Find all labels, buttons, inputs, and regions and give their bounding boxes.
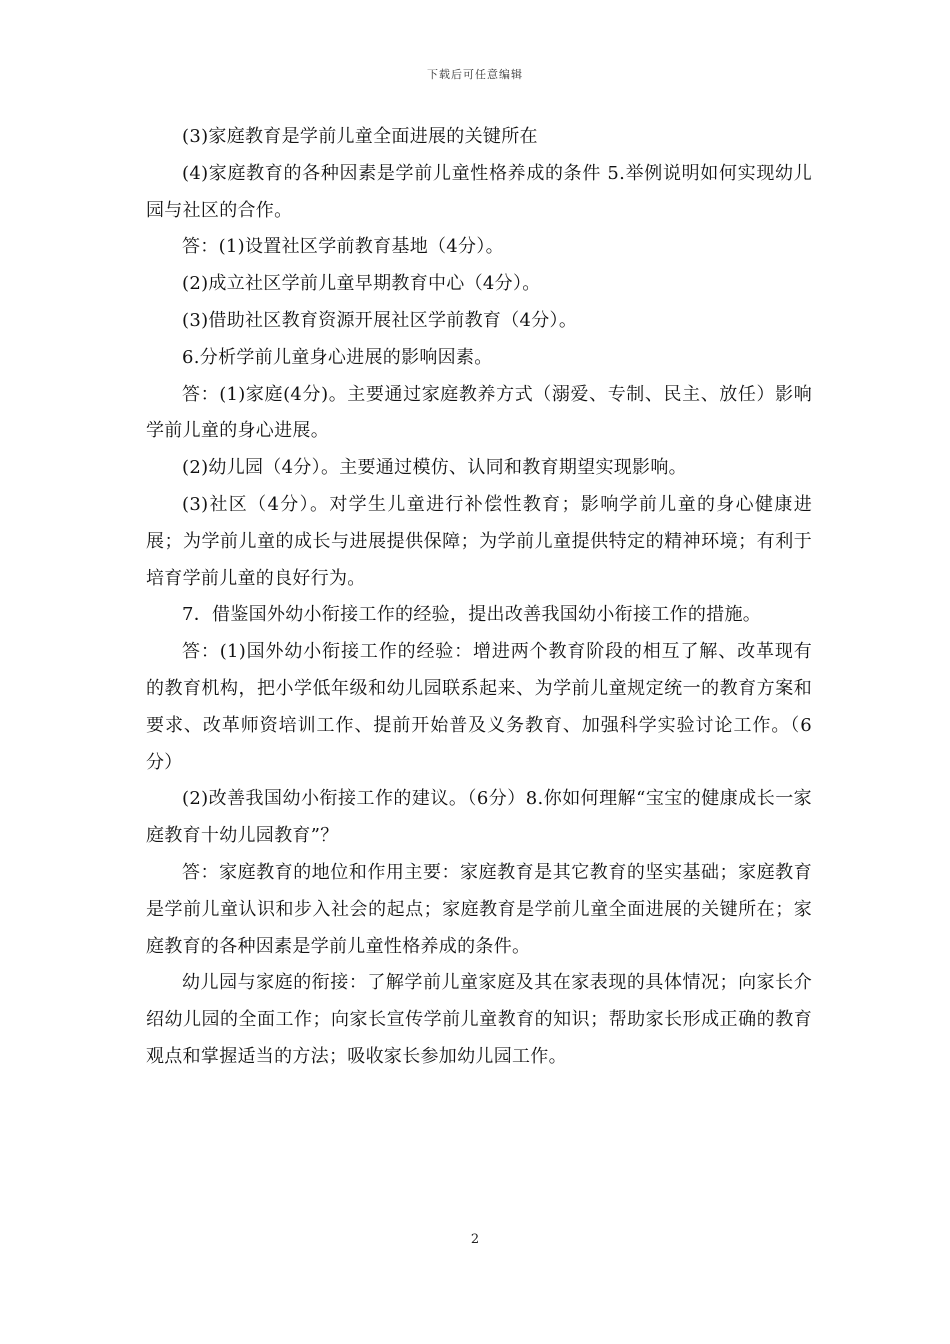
page-number: 2 bbox=[470, 1232, 480, 1247]
paragraph: (2)成立社区学前儿童早期教育中心（4分）。 bbox=[182, 273, 541, 295]
page-header: 下载后可任意编辑 bbox=[427, 68, 523, 81]
paragraph: (2)改善我国幼小衔接工作的建议。（6分）8.你如何理解“宝宝的健康成长一家庭教育十幼儿园教育”？ bbox=[146, 788, 812, 847]
paragraph: (2)幼儿园（4分）。主要通过模仿、认同和教育期望实现影响。 bbox=[182, 457, 687, 479]
paragraph: (3)家庭教育是学前儿童全面进展的关键所在 bbox=[182, 126, 538, 147]
paragraph: 答：(1)设置社区学前教育基地（4分）。 bbox=[182, 236, 504, 258]
paragraph: 6.分析学前儿童身心进展的影响因素。 bbox=[182, 346, 493, 368]
paragraph: 答：(1)家庭(4分)。主要通过家庭教养方式（溺爱、专制、民主、放任）影响学前儿童的身心进展。 bbox=[146, 383, 812, 442]
paragraph: 答：(1)国外幼小衔接工作的经验：增进两个教育阶段的相互了解、改革现有的教育机构，把小学低年级和幼儿园联系起来、为学前儿童规定统一的教育方案和要求、改革师资培训工作、提前开始普及义务教育、加强科学实验讨论工作。（6分） bbox=[146, 641, 812, 773]
paragraph: 答：家庭教育的地位和作用主要：家庭教育是其它教育的坚实基础；家庭教育是学前儿童认识和步入社会的起点；家庭教育是学前儿童全面进展的关键所在；家庭教育的各种因素是学前儿童性格养成的条件。 bbox=[146, 861, 812, 957]
paragraph: (4)家庭教育的各种因素是学前儿童性格养成的条件 5.举例说明如何实现幼儿园与社区的合作。 bbox=[146, 162, 812, 221]
paragraph: 幼儿园与家庭的衔接：了解学前儿童家庭及其在家表现的具体情况；向家长介绍幼儿园的全面工作；向家长宣传学前儿童教育的知识；帮助家长形成正确的教育观点和掌握适当的方法；吸收家长参加幼儿园工作。 bbox=[146, 972, 812, 1067]
paragraph: 7．借鉴国外幼小衔接工作的经验，提出改善我国幼小衔接工作的措施。 bbox=[182, 604, 762, 626]
paragraph: (3)借助社区教育资源开展社区学前教育（4分）。 bbox=[182, 309, 578, 331]
document-body bbox=[146, 119, 812, 1076]
paragraph: (3)社区（4分）。对学生儿童进行补偿性教育；影响学前儿童的身心健康进展；为学前儿童的成长与进展提供保障；为学前儿童提供特定的精神环境；有利于培育学前儿童的良好行为。 bbox=[146, 493, 812, 589]
